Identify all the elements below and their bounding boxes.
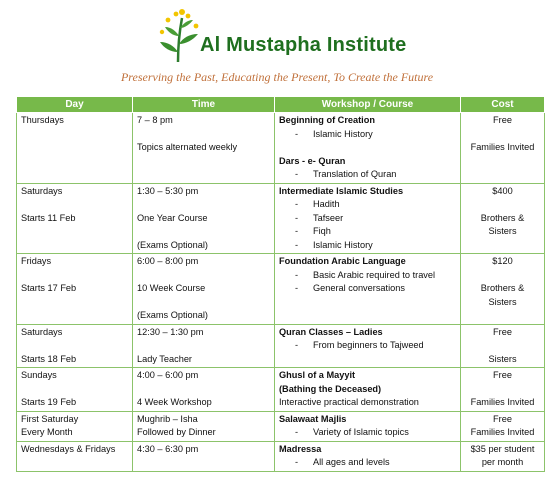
day-line: Every Month <box>21 427 73 437</box>
time-line: 6:00 – 8:00 pm <box>137 256 199 266</box>
course-line: Intermediate Islamic Studies <box>279 185 404 196</box>
cost-line: Families Invited <box>470 427 535 437</box>
table-body <box>17 113 545 472</box>
course-cell <box>275 113 461 184</box>
cost-line: per month <box>481 457 524 467</box>
cost-line: Sisters <box>488 296 517 307</box>
time-cell <box>133 254 275 325</box>
column-header-day: Day <box>17 97 133 113</box>
day-cell <box>17 113 133 184</box>
day-cell <box>17 441 133 471</box>
day-line: Wednesdays & Fridays <box>21 443 116 454</box>
course-line: (Bathing the Deceased) <box>279 383 382 394</box>
day-cell <box>17 254 133 325</box>
cost-line: Sisters <box>488 353 517 364</box>
column-header-time: Time <box>133 97 275 113</box>
course-line: - Fiqh <box>279 225 456 239</box>
table-row <box>17 441 545 471</box>
course-line: - From beginners to Tajweed <box>279 339 456 353</box>
time-line: 7 – 8 pm <box>137 115 173 125</box>
time-line: 4:00 – 6:00 pm <box>137 370 199 380</box>
time-cell <box>133 441 275 471</box>
time-line: Lady Teacher <box>137 353 192 364</box>
spacer <box>137 198 270 212</box>
day-line: First Saturday <box>21 413 79 424</box>
day-line: Saturdays <box>21 326 63 337</box>
time-line: 4 Week Workshop <box>137 397 212 407</box>
day-line: Fridays <box>21 256 52 266</box>
day-cell <box>17 368 133 412</box>
time-cell <box>133 368 275 412</box>
spacer <box>137 269 270 283</box>
course-line: Beginning of Creation <box>279 115 375 125</box>
cost-line: Families Invited <box>470 397 535 407</box>
course-line: - All ages and levels <box>279 456 456 470</box>
cost-line: Free <box>493 370 512 380</box>
cost-line: Free <box>493 115 512 125</box>
table-header-row <box>17 97 545 113</box>
course-line: - Translation of Quran <box>279 168 456 182</box>
cost-line: $35 per student <box>470 443 535 454</box>
course-line: - General conversations <box>279 282 456 296</box>
column-header-cost: Cost <box>461 97 545 113</box>
course-line: - Basic Arabic required to travel <box>279 269 456 283</box>
time-line: 10 Week Course <box>137 283 206 293</box>
table-row <box>17 324 545 368</box>
course-line: - Hadith <box>279 198 456 212</box>
cost-cell <box>461 411 545 441</box>
day-line: Starts 11 Feb <box>21 212 76 223</box>
time-cell <box>133 324 275 368</box>
day-line: Starts 18 Feb <box>21 353 77 364</box>
cost-line: Sisters <box>488 226 517 236</box>
time-cell <box>133 183 275 254</box>
cost-cell <box>461 254 545 325</box>
cost-cell <box>461 324 545 368</box>
cost-cell <box>461 441 545 471</box>
course-cell <box>275 324 461 368</box>
spacer <box>137 296 270 310</box>
cost-cell <box>461 368 545 412</box>
spacer <box>137 225 270 239</box>
spacer <box>137 383 270 397</box>
table-row <box>17 411 545 441</box>
spacer <box>21 198 128 212</box>
spacer <box>21 339 128 353</box>
course-cell <box>275 254 461 325</box>
spacer <box>465 339 540 353</box>
day-cell <box>17 183 133 254</box>
cost-line: Free <box>493 413 512 424</box>
course-cell <box>275 411 461 441</box>
spacer <box>465 383 540 397</box>
course-line: Salawaat Majlis <box>279 413 347 424</box>
cost-line: Families Invited <box>470 142 535 152</box>
course-cell <box>275 368 461 412</box>
day-line: Sundays <box>21 370 57 380</box>
time-cell <box>133 411 275 441</box>
spacer <box>465 269 540 283</box>
course-line: - Tafseer <box>279 212 456 226</box>
spacer <box>465 198 540 212</box>
table-row <box>17 254 545 325</box>
cost-line: Brothers & <box>480 212 525 223</box>
column-header-course: Workshop / Course <box>275 97 461 113</box>
time-line: (Exams Optional) <box>137 239 208 250</box>
cost-cell <box>461 113 545 184</box>
table-row <box>17 113 545 184</box>
day-line: Starts 19 Feb <box>21 397 77 407</box>
spacer <box>137 339 270 353</box>
cost-line: Brothers & <box>480 283 525 293</box>
time-line: One Year Course <box>137 212 208 223</box>
spacer <box>137 128 270 142</box>
course-line: Dars - e- Quran <box>279 155 346 166</box>
course-cell <box>275 441 461 471</box>
day-line: Saturdays <box>21 185 63 196</box>
course-line: Quran Classes – Ladies <box>279 326 383 337</box>
cost-line: Free <box>493 326 512 337</box>
day-line: Thursdays <box>21 115 64 125</box>
time-line: 12:30 – 1:30 pm <box>137 326 204 337</box>
day-cell <box>17 411 133 441</box>
cost-cell <box>461 183 545 254</box>
institute-title: Al Mustapha Institute <box>200 34 407 56</box>
course-line: Ghusl of a Mayyit <box>279 370 356 380</box>
table-row <box>17 368 545 412</box>
tagline: Preserving the Past, Educating the Present, To Create the Future <box>120 70 434 84</box>
day-cell <box>17 324 133 368</box>
schedule-table <box>16 96 545 472</box>
cost-line: $400 <box>492 185 513 196</box>
time-line: 4:30 – 6:30 pm <box>137 443 199 454</box>
spacer <box>465 128 540 142</box>
day-line: Starts 17 Feb <box>21 283 77 293</box>
time-line: 1:30 – 5:30 pm <box>137 185 199 196</box>
course-line: - Islamic History <box>279 128 456 142</box>
cost-line: $120 <box>492 256 513 266</box>
course-line: Interactive practical demonstration <box>279 397 419 407</box>
time-cell <box>133 113 275 184</box>
time-line: Followed by Dinner <box>137 427 216 437</box>
course-line: Madressa <box>279 443 322 454</box>
table-row <box>17 183 545 254</box>
course-line: Foundation Arabic Language <box>279 256 406 266</box>
spacer <box>21 269 128 283</box>
course-line: - Islamic History <box>279 239 456 253</box>
spacer <box>21 383 128 397</box>
course-line: - Variety of Islamic topics <box>279 426 456 440</box>
course-cell <box>275 183 461 254</box>
flower-logo-icon <box>156 6 202 62</box>
time-line: Mughrib – Isha <box>137 413 198 424</box>
time-line: (Exams Optional) <box>137 310 208 320</box>
spacer <box>279 141 456 155</box>
time-line: Topics alternated weekly <box>137 142 238 152</box>
